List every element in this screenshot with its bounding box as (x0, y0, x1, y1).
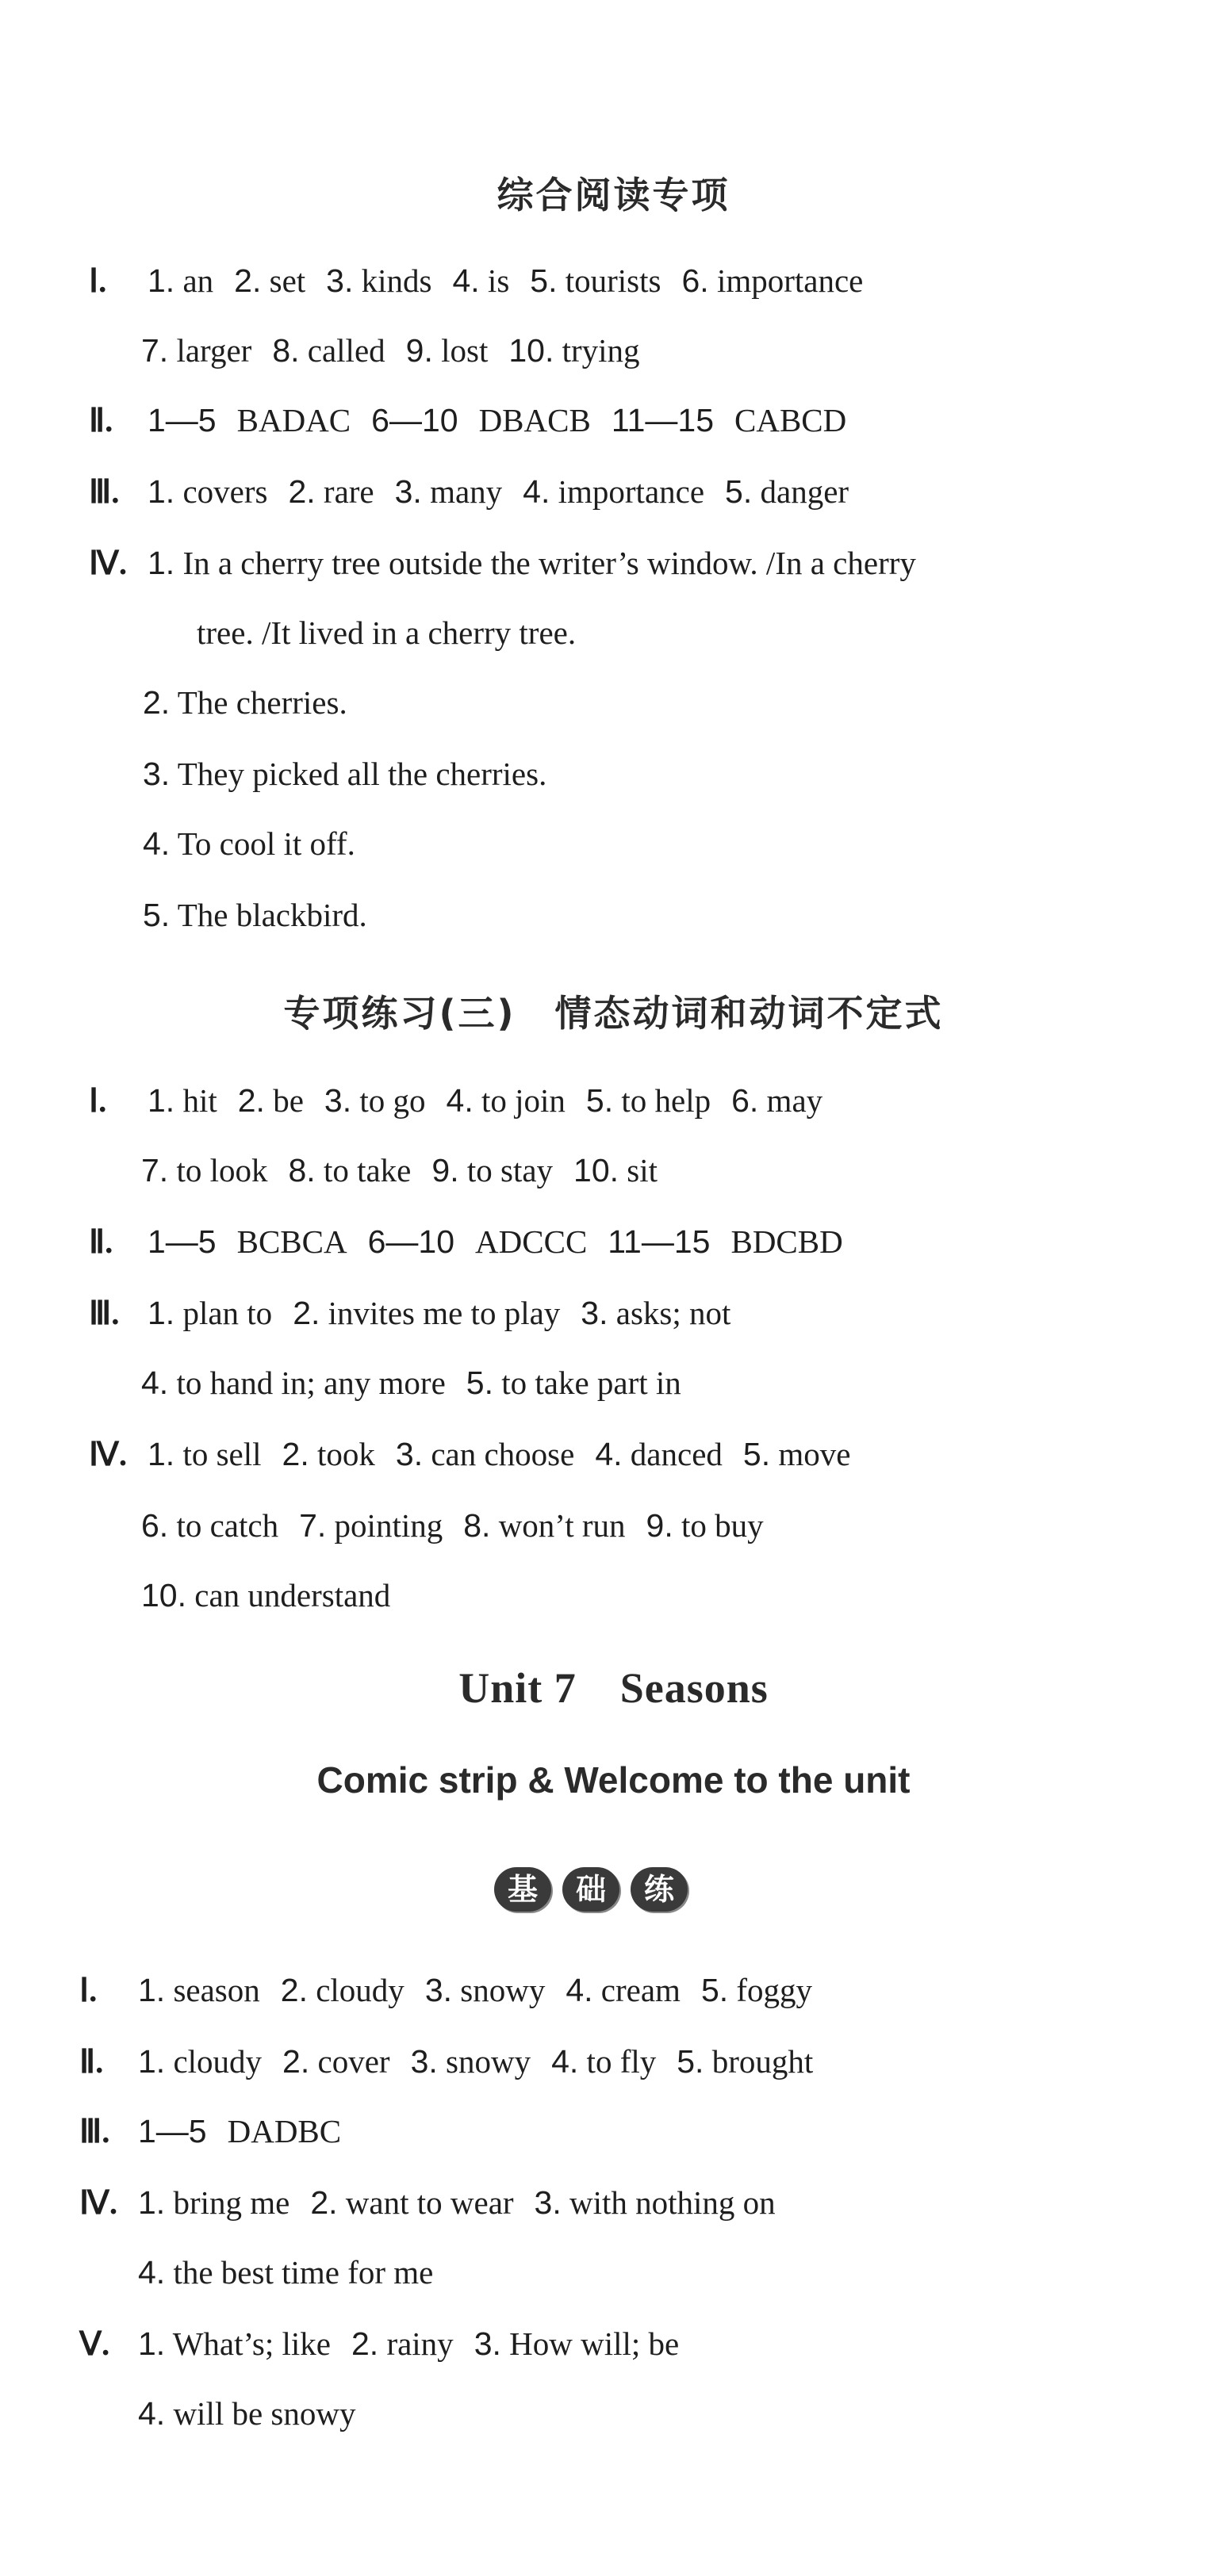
answer-line: 7. larger 8. called 9. lost 10. trying (141, 332, 640, 369)
unit-title: Unit 7 Seasons (458, 1664, 769, 1712)
badge-char: 练 (631, 1867, 688, 1912)
answer-line: 3. They picked all the cherries. (143, 756, 547, 792)
section-title-modal-verbs: 专项练习(三) 情态动词和动词不定式 (283, 992, 944, 1035)
answer-line: Ⅰ. 1. hit 2. be 3. to go 4. to join 5. to help 6. may (89, 1082, 823, 1119)
answer-line: 4. the best time for me (138, 2254, 434, 2291)
answer-line: 4. To cool it off. (143, 825, 355, 862)
section-title-reading: 综合阅读专项 (497, 174, 730, 216)
answer-line: Ⅰ. 1. an 2. set 3. kinds 4. is 5. tourists 6. importance (89, 262, 864, 299)
answer-line: Ⅳ. 1. to sell 2. took 3. can choose 4. danced 5. move (89, 1436, 851, 1472)
answer-line: 4. will be snowy (138, 2395, 356, 2432)
answer-line: Ⅳ. 1. In a cherry tree outside the writer’s window. /In a cherry (89, 545, 916, 581)
answer-line: Ⅲ. 1—5 DADBC (79, 2113, 342, 2149)
answer-line: 10. can understand (141, 1577, 391, 1613)
answer-line: tree. /It lived in a cherry tree. (197, 614, 577, 651)
answer-line: Ⅰ. 1. season 2. cloudy 3. snowy 4. cream 5. foggy (79, 1972, 813, 2008)
lesson-title: Comic strip & Welcome to the unit (316, 1759, 911, 1801)
badge-char: 基 (494, 1867, 551, 1912)
answer-line: Ⅱ. 1—5 BCBCA 6—10 ADCCC 11—15 BDCBD (89, 1223, 843, 1260)
answer-line: 6. to catch 7. pointing 8. won’t run 9. to buy (141, 1507, 764, 1544)
answer-line: Ⅱ. 1—5 BADAC 6—10 DBACB 11—15 CABCD (89, 402, 847, 438)
answer-line: 2. The cherries. (143, 684, 347, 721)
answer-line: 4. to hand in; any more 5. to take part in (141, 1365, 681, 1401)
answer-line: 7. to look 8. to take 9. to stay 10. sit (141, 1152, 658, 1188)
answer-line: Ⅲ. 1. plan to 2. invites me to play 3. asks; not (89, 1295, 731, 1331)
badge-char: 础 (562, 1867, 619, 1912)
basic-practice-badge (494, 1867, 688, 1915)
answer-line: Ⅱ. 1. cloudy 2. cover 3. snowy 4. to fly 5. brought (79, 2043, 814, 2080)
answer-line: Ⅴ. 1. What’s; like 2. rainy 3. How will; be (79, 2325, 680, 2362)
answer-line: 5. The blackbird. (143, 897, 367, 933)
answer-line: Ⅳ. 1. bring me 2. want to wear 3. with nothing on (79, 2184, 776, 2221)
answer-line: Ⅲ. 1. covers 2. rare 3. many 4. importance 5. danger (89, 473, 849, 510)
